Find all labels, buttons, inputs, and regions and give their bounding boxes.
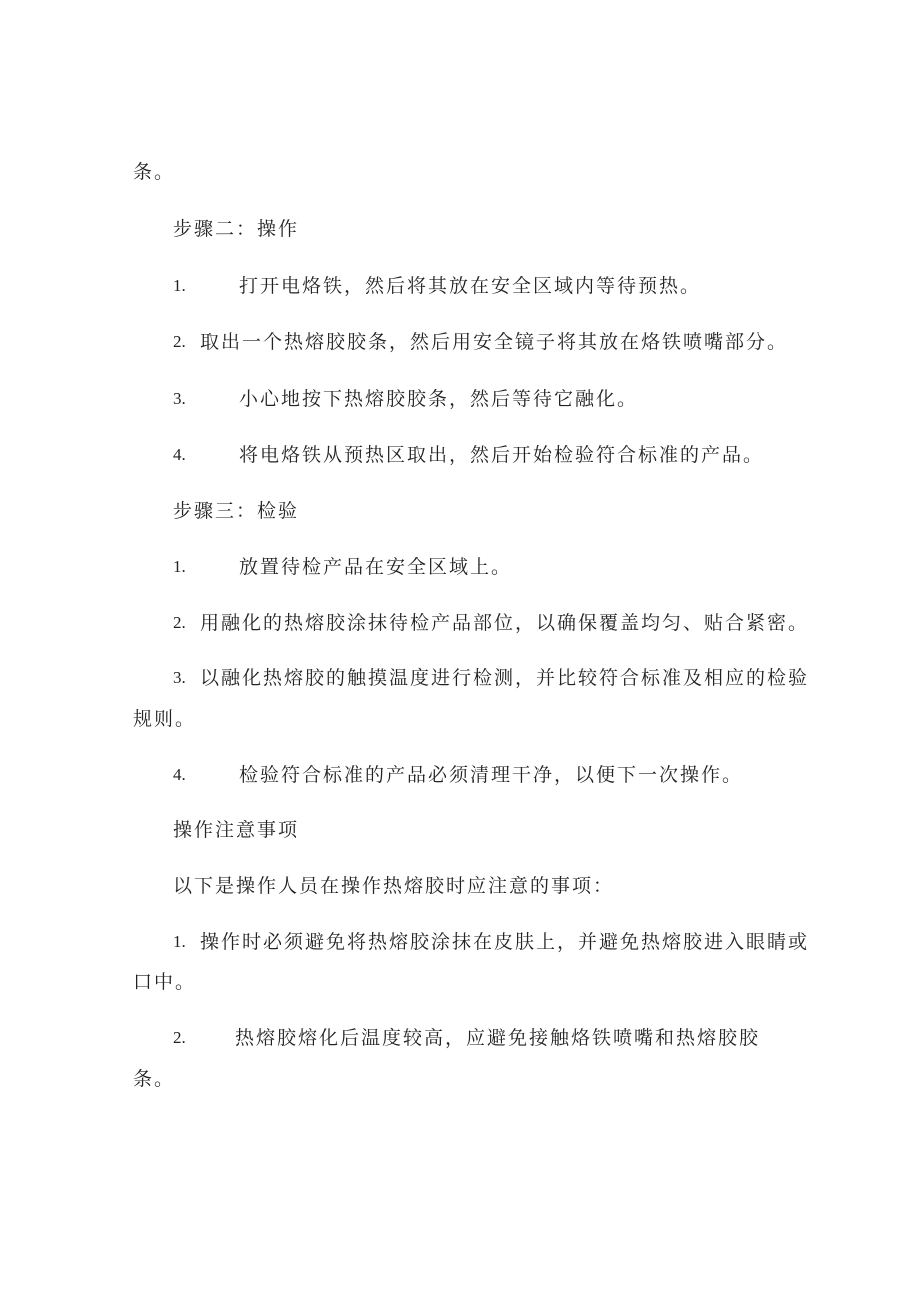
list-number: 1. xyxy=(173,276,186,295)
list-text: 热熔胶熔化后温度较高，应避免接触烙铁喷嘴和热熔胶胶 xyxy=(235,1027,761,1049)
line-text: 规则。 xyxy=(133,708,197,730)
line-text: 口中。 xyxy=(133,971,197,993)
line-text: 以下是操作人员在操作热熔胶时应注意的事项： xyxy=(173,875,615,897)
list-number: 2. xyxy=(173,613,186,632)
line-text: 条。 xyxy=(133,1068,176,1090)
list-number: 3. xyxy=(173,389,186,408)
list-number: 2. xyxy=(173,332,186,351)
line-text: 条。 xyxy=(133,161,176,183)
list-number: 1. xyxy=(173,557,186,576)
list-text: 检验符合标准的产品必须清理干净，以便下一次操作。 xyxy=(239,764,744,786)
list-text: 用融化的热熔胶涂抹待检产品部位，以确保覆盖均匀、贴合紧密。 xyxy=(200,612,810,634)
heading-text: 步骤二：操作 xyxy=(173,218,300,240)
list-text: 取出一个热熔胶胶条，然后用安全镜子将其放在烙铁喷嘴部分。 xyxy=(200,331,789,353)
list-text: 以融化热熔胶的触摸温度进行检测，并比较符合标准及相应的检验 xyxy=(200,667,810,689)
list-number: 4. xyxy=(173,765,186,784)
list-number: 1. xyxy=(173,932,186,951)
list-text: 放置待检产品在安全区域上。 xyxy=(239,556,513,578)
list-text: 将电烙铁从预热区取出，然后开始检验符合标准的产品。 xyxy=(239,444,765,466)
list-number: 3. xyxy=(173,668,186,687)
list-text: 打开电烙铁，然后将其放在安全区域内等待预热。 xyxy=(239,275,702,297)
list-text: 操作时必须避免将热熔胶涂抹在皮肤上，并避免热熔胶进入眼睛或 xyxy=(200,931,810,953)
heading-text: 步骤三：检验 xyxy=(173,500,300,522)
list-number: 2. xyxy=(173,1028,186,1047)
heading-text: 操作注意事项 xyxy=(173,819,300,841)
list-text: 小心地按下热熔胶胶条，然后等待它融化。 xyxy=(239,388,639,410)
list-number: 4. xyxy=(173,445,186,464)
